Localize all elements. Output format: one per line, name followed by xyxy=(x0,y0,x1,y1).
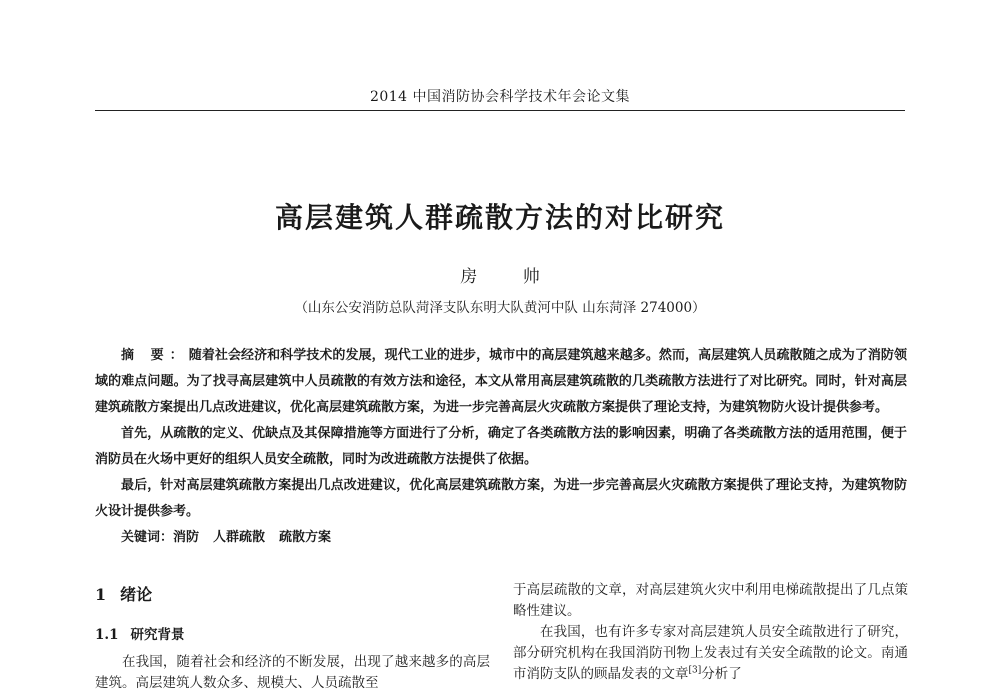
subsection-number: 1.1 xyxy=(95,627,119,643)
citation-ref: [3] xyxy=(688,665,702,676)
section-title: 绪论 xyxy=(120,585,153,604)
left-column xyxy=(95,583,490,694)
subsection-title: 研究背景 xyxy=(130,627,185,643)
author-affiliation: （山东公安消防总队菏泽支队东明大队黄河中队 山东菏泽 274000） xyxy=(294,300,706,316)
keyword: 消防 xyxy=(173,530,200,545)
abstract xyxy=(95,343,907,551)
running-head: 2014 中国消防协会科学技术年会论文集 xyxy=(369,89,631,105)
section-number: 1 xyxy=(95,585,107,604)
section-heading xyxy=(95,583,490,607)
body-text: 在我国，也有许多专家对高层建筑人员安全疏散进行了研究，部分研究机构在我国消防刊物上发表过有关安全疏散的论文。南通市消防支队的顾晶发表的文章 xyxy=(513,624,908,682)
author-name: 房 帅 xyxy=(460,267,560,287)
paper-title: 高层建筑人群疏散方法的对比研究 xyxy=(274,201,725,234)
abstract-paragraph-2: 首先，从疏散的定义、优缺点及其保障措施等方面进行了分析，确定了各类疏散方法的影响因素，明确了各类疏散方法的适用范围，便于消防员在火场中更好的组织人员安全疏散，同时为改进疏散方法提供了依据。 xyxy=(95,426,907,467)
keywords-line xyxy=(95,525,907,551)
body-paragraph: 在我国，随着社会和经济的不断发展，出现了越来越多的高层建筑。高层建筑人数众多、规模大、人员疏散至 xyxy=(95,654,490,691)
keyword: 疏散方案 xyxy=(279,530,332,545)
right-column xyxy=(513,580,908,685)
keywords-label: 关键词： xyxy=(121,530,174,545)
abstract-label: 摘 要： xyxy=(121,348,189,363)
subsection-heading xyxy=(95,625,490,646)
body-paragraph xyxy=(513,622,908,685)
body-paragraph-continued: 于高层疏散的文章，对高层建筑火灾中利用电梯疏散提出了几点策略性建议。 xyxy=(513,582,908,619)
header-rule xyxy=(95,110,905,111)
abstract-paragraph-1 xyxy=(95,343,907,421)
keyword: 人群疏散 xyxy=(213,530,266,545)
body-text: 分析了 xyxy=(701,666,742,682)
abstract-text-1: 随着社会经济和科学技术的发展，现代工业的进步，城市中的高层建筑越来越多。然而，高层建筑人员疏散随之成为了消防领域的难点问题。为了找寻高层建筑中人员疏散的有效方法和途径，本文从常用高层建筑疏散的几类疏散方法进行了对比研究。同时，针对高层建筑疏散方案提出几点改进建议，优化高层建筑疏散方案，为进一步完善高层火灾疏散方案提供了理论支持，为建筑物防火设计提供参考。 xyxy=(95,348,907,415)
abstract-paragraph-3: 最后，针对高层建筑疏散方案提出几点改进建议，优化高层建筑疏散方案，为进一步完善高层火灾疏散方案提供了理论支持，为建筑物防火设计提供参考。 xyxy=(95,478,907,519)
